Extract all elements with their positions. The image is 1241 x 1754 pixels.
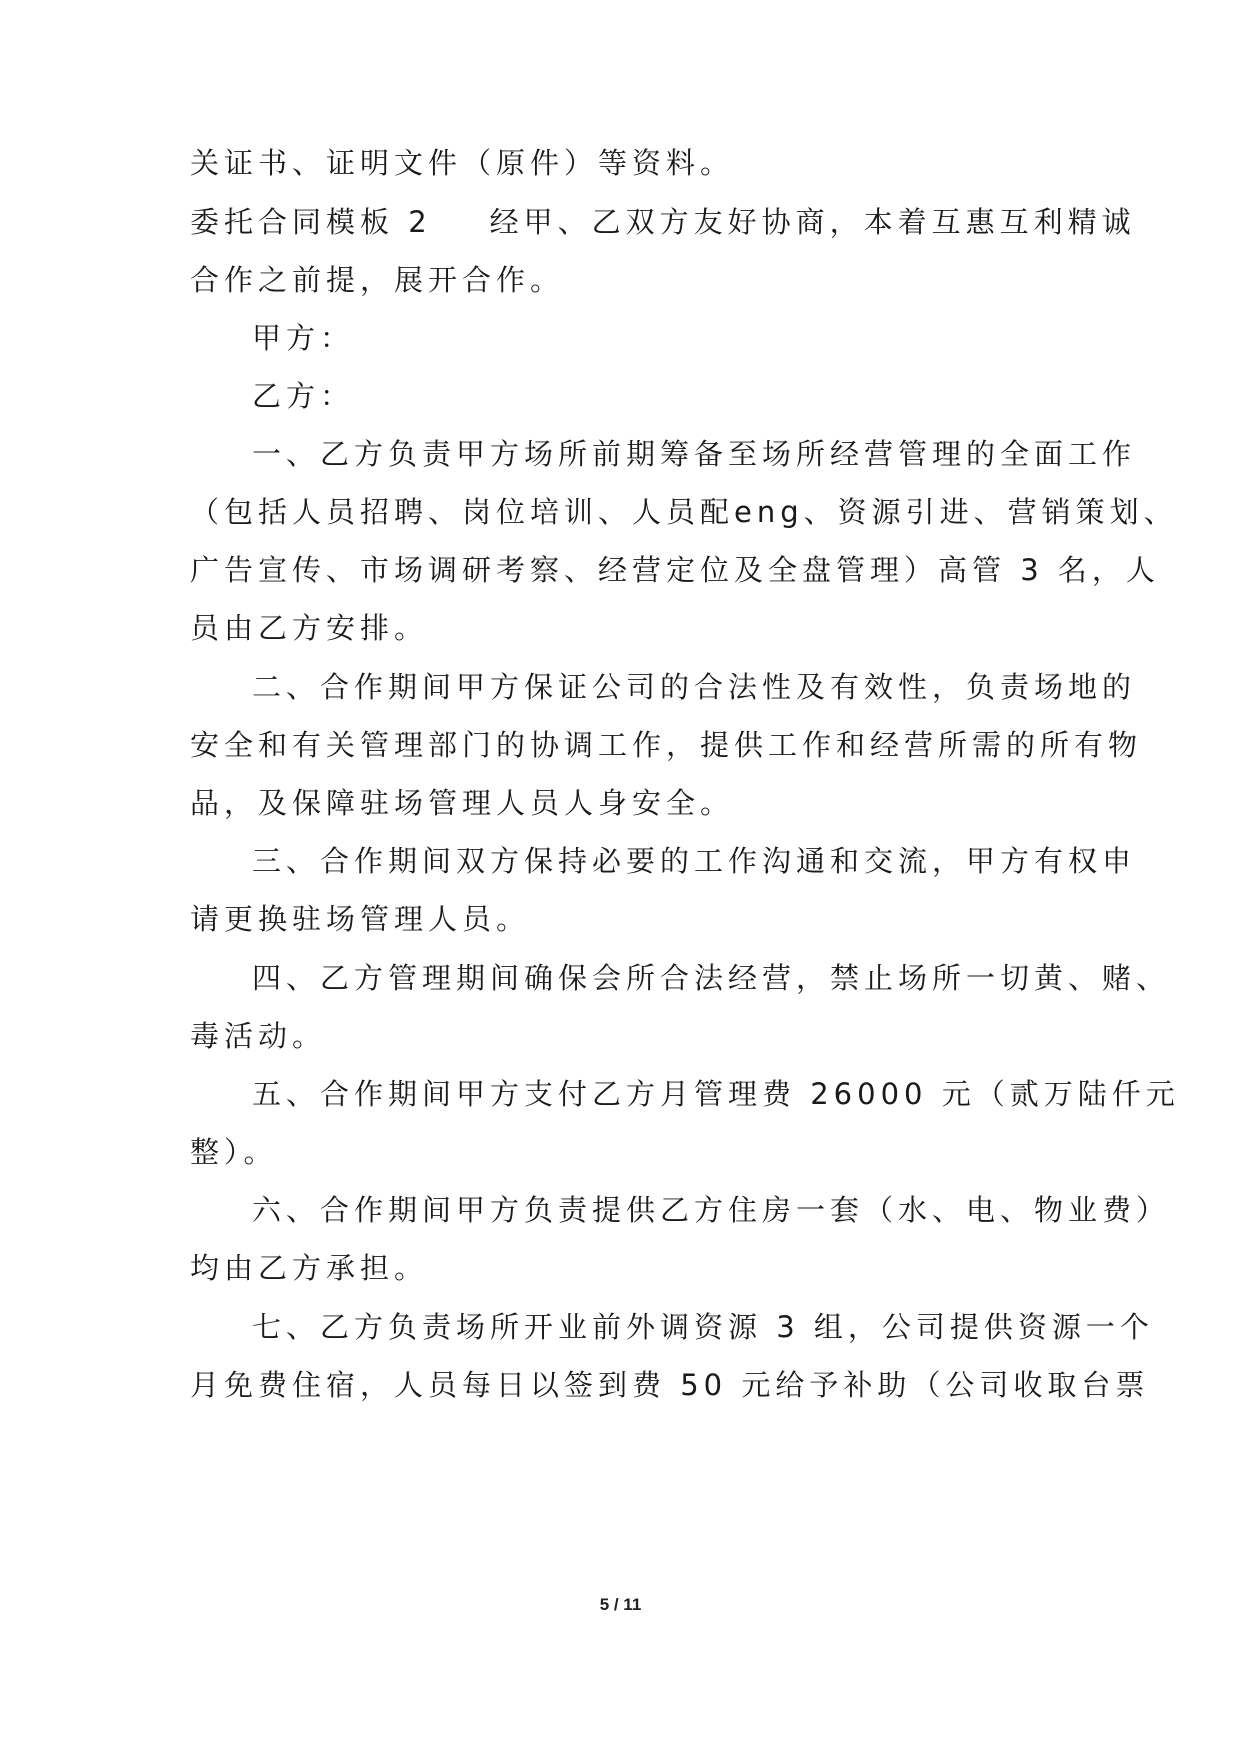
clause-6-line: 均由乙方承担。 — [190, 1251, 429, 1285]
clause-7-line: 七、乙方负责场所开业前外调资源 3 组，公司提供资源一个 — [252, 1310, 1154, 1344]
clause-2-line: 二、合作期间甲方保证公司的合法性及有效性，负责场地的 — [252, 670, 1137, 704]
clause-6-line: 六、合作期间甲方负责提供乙方住房一套（水、电、物业费） — [252, 1193, 1171, 1227]
clause-2-line: 安全和有关管理部门的协调工作，提供工作和经营所需的所有物 — [190, 728, 1143, 762]
party-b-label: 乙方： — [252, 379, 355, 413]
clause-3-line: 三、合作期间双方保持必要的工作沟通和交流，甲方有权申 — [252, 844, 1137, 878]
clause-4-line: 毒活动。 — [190, 1019, 327, 1053]
clause-7-line: 月免费住宿，人员每日以签到费 50 元给予补助（公司收取台票 — [190, 1368, 1150, 1402]
clause-1-line: 一、乙方负责甲方场所前期筹备至场所经营管理的全面工作 — [252, 437, 1137, 471]
clause-1-line: 广告宣传、市场调研考察、经营定位及全盘管理）高管 3 名，人 — [190, 553, 1160, 587]
clause-2-line: 品，及保障驻场管理人员人身安全。 — [190, 786, 735, 820]
clause-5-line: 整）。 — [190, 1135, 278, 1169]
clause-5-line: 五、合作期间甲方支付乙方月管理费 26000 元（贰万陆仟元 — [252, 1077, 1180, 1111]
clause-1-line: （包括人员招聘、岗位培训、人员配eng、资源引进、营销策划、 — [190, 495, 1178, 529]
text-line: 合作之前提，展开合作。 — [190, 263, 565, 297]
section-heading: 委托合同模板 2 — [190, 205, 432, 239]
page-number: 5 / 11 — [599, 1595, 642, 1614]
clause-3-line: 请更换驻场管理人员。 — [190, 902, 531, 936]
text-line: 关证书、证明文件（原件）等资料。 — [190, 146, 735, 180]
text-line — [190, 204, 1136, 240]
party-a-label: 甲方： — [252, 321, 355, 355]
clause-1-line: 员由乙方安排。 — [190, 611, 429, 645]
clause-4-line: 四、乙方管理期间确保会所合法经营，禁止场所一切黄、赌、 — [252, 961, 1171, 995]
text-fragment: 经甲、乙双方友好协商，本着互惠互利精诚 — [489, 205, 1136, 239]
